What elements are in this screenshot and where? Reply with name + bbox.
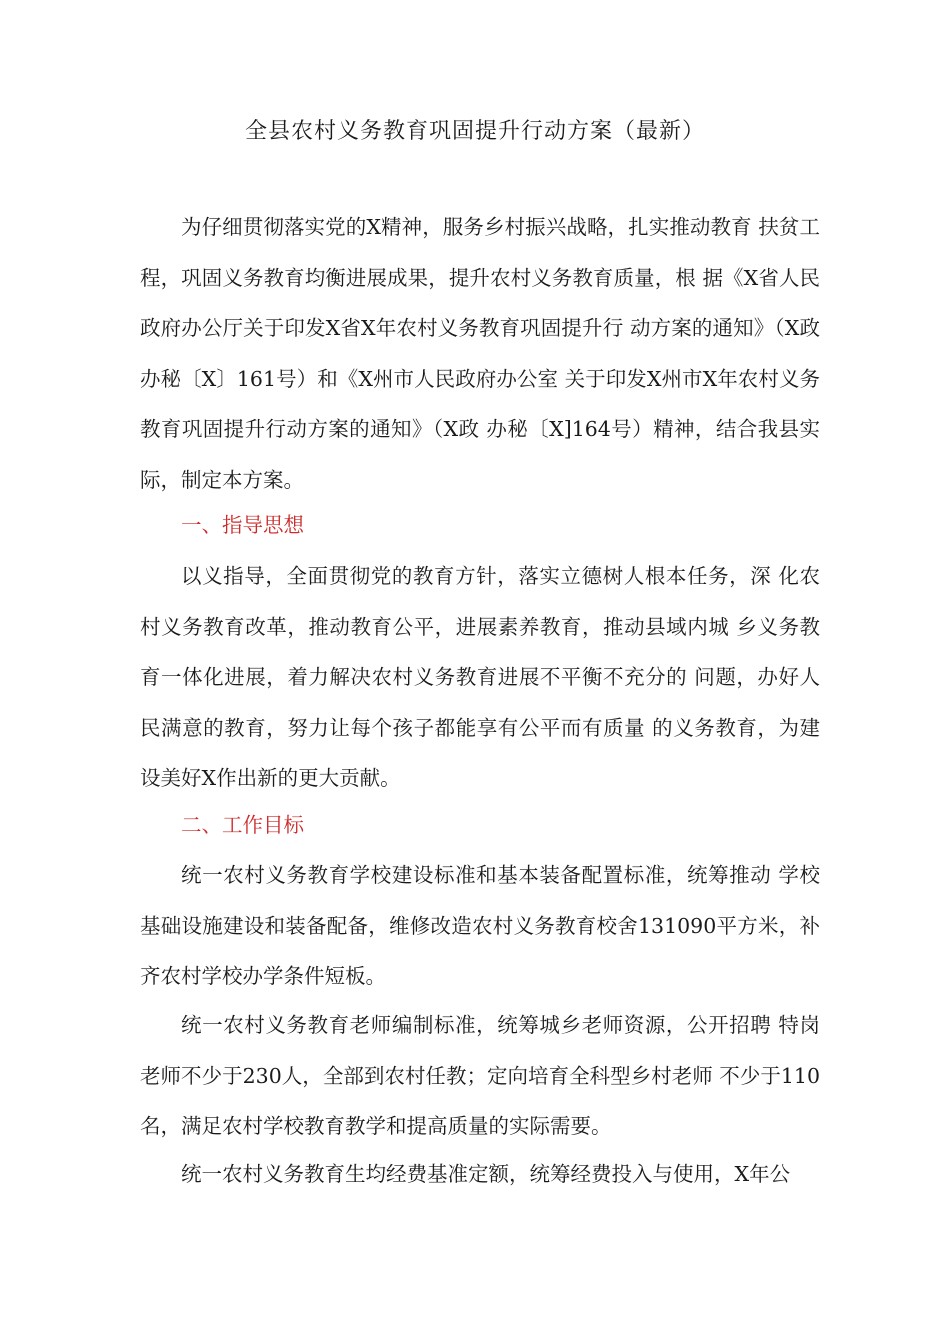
- work-goals-paragraph-1: 统一农村义务教育学校建设标准和基本装备配置标准，统筹推动 学校基础设施建设和装备配备，维修改造农村义务教育校舍131090平方米，补齐农村学校办学条件短板。: [140, 863, 820, 988]
- work-goals-paragraph-2: 统一农村义务教育老师编制标准，统筹城乡老师资源，公开招聘 特岗老师不少于230人，全部到农村任教；定向培育全科型乡村老师 不少于110名，满足农村学校教育教学和提高质量的实际需要。: [140, 1013, 820, 1138]
- document-title: 全县农村义务教育巩固提升行动方案（最新）: [244, 119, 705, 144]
- section-heading-guiding-ideology: 一、指导思想: [181, 513, 304, 537]
- work-goals-paragraph-3: 统一农村义务教育生均经费基准定额，统筹经费投入与使用，X年公: [181, 1162, 791, 1186]
- intro-paragraph: 为仔细贯彻落实党的X精神，服务乡村振兴战略，扎实推动教育 扶贫工程，巩固义务教育均衡进展成果，提升农村义务教育质量，根 据《X省人民政府办公厅关于印发X省X年农村义务教育巩固提升行 动方案的通知》（X政办秘〔X〕161号）和《X州市人民政府办公室 关于印发X州市X年农村义务教育巩固提升行动方案的通知》（X政 办秘〔X]164号）精神，结合我县实际，制定本方案。: [140, 215, 820, 492]
- guiding-ideology-paragraph: 以义指导，全面贯彻党的教育方针，落实立德树人根本任务，深 化农村义务教育改革，推动教育公平，进展素养教育，推动县域内城 乡义务教育一体化进展，着力解决农村义务教育进展不平衡不充分的 问题，办好人民满意的教育，努力让每个孩子都能享有公平而有质量 的义务教育，为建设美好X作出新的更大贡献。: [140, 564, 820, 790]
- section-heading-work-goals: 二、工作目标: [181, 813, 304, 837]
